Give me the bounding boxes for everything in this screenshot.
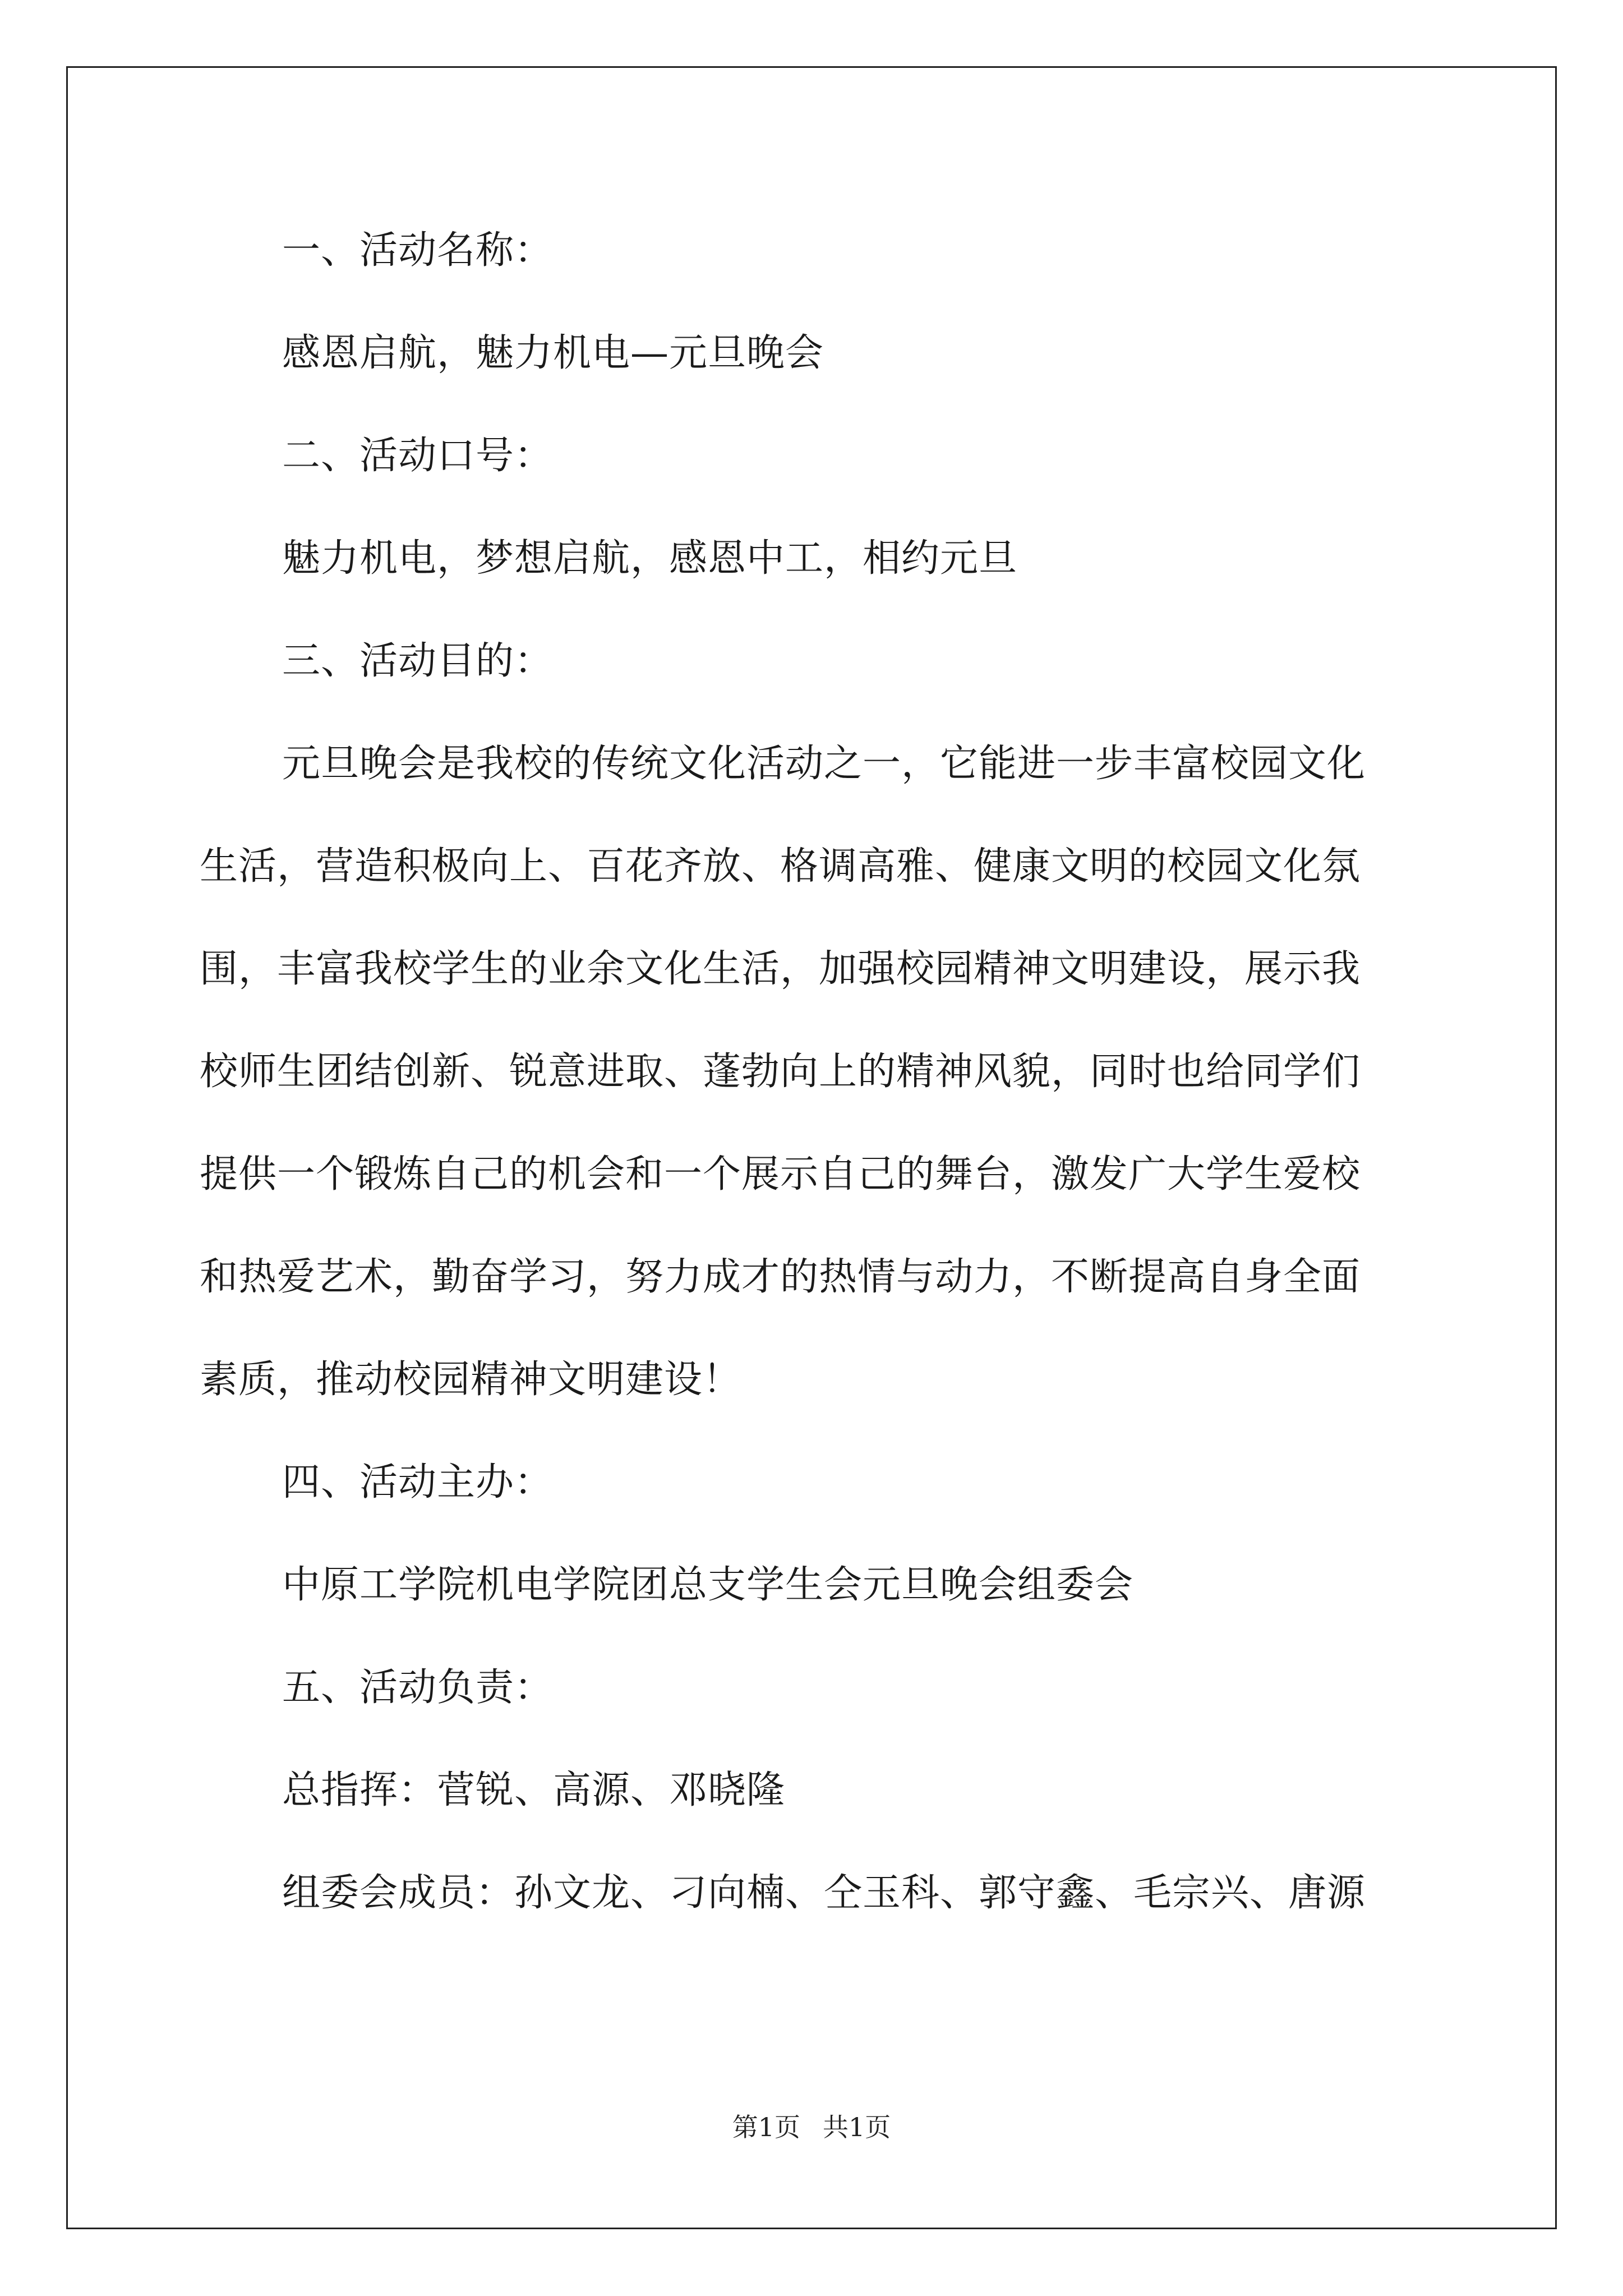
- activity-name-text: 感恩启航，魅力机电—元旦晚会: [282, 331, 824, 375]
- page-number-total: 共1页: [823, 2112, 891, 2142]
- paragraph-line: 围，丰富我校学生的业余文化生活，加强校园精神文明建设，展示我: [200, 947, 1361, 991]
- page-footer: [0, 2110, 1623, 2144]
- purpose-paragraph: [200, 712, 1433, 1431]
- organizer-text: 中原工学院机电学院团总支学生会元旦晚会组委会: [282, 1563, 1134, 1607]
- slogan-text: 魅力机电，梦想启航，感恩中工，相约元旦: [282, 536, 1018, 581]
- section-heading-organizer: 四、活动主办：: [282, 1460, 554, 1504]
- section-heading-activity-name: 一、活动名称：: [282, 228, 554, 273]
- section-heading-purpose: 三、活动目的：: [282, 639, 554, 683]
- chief-commander-text: 总指挥：菅锐、高源、邓晓隆: [282, 1768, 786, 1812]
- section-heading-slogan: 二、活动口号：: [282, 434, 554, 478]
- paragraph-line: 生活，营造积极向上、百花齐放、格调高雅、健康文明的校园文化氛: [200, 844, 1361, 889]
- paragraph-line: 素质，推动校园精神文明建设！: [200, 1358, 742, 1402]
- committee-members-text: 组委会成员：孙文龙、刁向楠、仝玉科、郭守鑫、毛宗兴、唐源: [282, 1871, 1366, 1915]
- paragraph-line: 校师生团结创新、锐意进取、蓬勃向上的精神风貌，同时也给同学们: [200, 1050, 1361, 1094]
- paragraph-line: 元旦晚会是我校的传统文化活动之一，它能进一步丰富校园文化: [282, 742, 1366, 786]
- paragraph-line: 和热爱艺术，勤奋学习，努力成才的热情与动力，不断提高自身全面: [200, 1255, 1361, 1299]
- document-body: [200, 199, 1433, 1944]
- page-number-current: 第1页: [732, 2112, 800, 2142]
- paragraph-line: 提供一个锻炼自己的机会和一个展示自己的舞台，激发广大学生爱校: [200, 1152, 1361, 1197]
- section-heading-responsible: 五、活动负责：: [282, 1665, 554, 1710]
